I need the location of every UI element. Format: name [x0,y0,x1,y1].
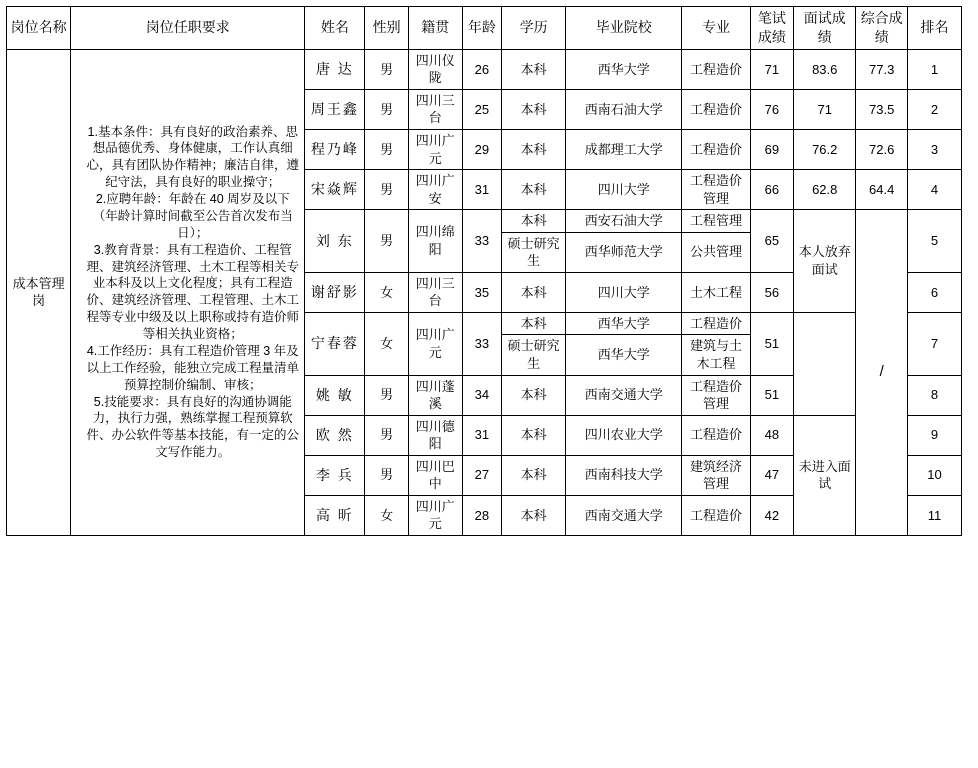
header-requirements-label: 岗位任职要求 [145,19,230,36]
cell-school: 西南石油大学 [566,89,682,129]
cell-name: 高 昕 [305,495,365,535]
cell-written-score: 76 [750,89,794,129]
cell-hometown: 四川仪陇 [408,49,462,89]
cell-total-score: 73.5 [856,89,908,129]
cell-name: 刘 东 [305,210,365,273]
header-hometown [408,7,462,50]
cell-written-score: 66 [750,170,794,210]
cell-education: 本科 [502,89,566,129]
cell-age: 26 [462,49,501,89]
cell-name: 欧 然 [305,415,365,455]
cell-name: 宋焱辉 [305,170,365,210]
cell-name: 唐 达 [305,49,365,89]
cell-school: 四川大学 [566,272,682,312]
cell-name: 谢舒影 [305,272,365,312]
cell-gender: 男 [365,49,409,89]
header-interview-score [794,7,856,50]
cell-hometown: 四川蓬溪 [408,375,462,415]
cell-gender: 男 [365,89,409,129]
cell-written-score: 42 [750,495,794,535]
cell-education: 本科 [502,49,566,89]
cell-hometown: 四川德阳 [408,415,462,455]
cell-rank: 1 [908,49,962,89]
header-gender [365,7,409,50]
cell-name: 周王鑫 [305,89,365,129]
cell-education: 本科 [502,495,566,535]
header-major-label: 专业 [701,19,730,36]
cell-hometown: 四川广元 [408,312,462,375]
cell-age: 33 [462,210,501,273]
cell-hometown: 四川巴中 [408,455,462,495]
header-age [462,7,501,50]
cell-major: 建筑经济管理 [682,455,750,495]
cell-age: 29 [462,129,501,169]
cell-education: 本科 [502,210,566,233]
requirement-item: 5.技能要求：具有良好的沟通协调能力，执行力强，熟练掌握工程预算软件、办公软件等基本技能，有一定的公文写作能力。 [86,394,300,460]
cell-gender: 女 [365,272,409,312]
header-name [305,7,365,50]
cell-name: 姚 敏 [305,375,365,415]
cell-name: 宁春蓉 [305,312,365,375]
cell-gender: 男 [365,415,409,455]
header-written-score [750,7,794,50]
header-total-score-label: 综合成绩 [860,10,903,45]
header-rank [908,7,962,50]
cell-age: 33 [462,312,501,375]
cell-education: 本科 [502,455,566,495]
cell-age: 27 [462,455,501,495]
cell-education: 本科 [502,170,566,210]
cell-rank: 3 [908,129,962,169]
cell-interview-score: 71 [794,89,856,129]
cell-education: 本科 [502,375,566,415]
cell-age: 25 [462,89,501,129]
header-rank-label: 排名 [920,19,949,36]
cell-hometown: 四川三台 [408,89,462,129]
cell-gender: 男 [365,375,409,415]
cell-rank: 8 [908,375,962,415]
header-school-label: 毕业院校 [595,19,652,36]
cell-written-score: 56 [750,272,794,312]
cell-school: 西华大学 [566,335,682,375]
cell-written-score: 65 [750,210,794,273]
cell-total-score: 77.3 [856,49,908,89]
cell-major: 工程管理 [682,210,750,233]
cell-rank: 11 [908,495,962,535]
header-education [502,7,566,50]
cell-post-name: 成本管理岗 [7,49,71,535]
cell-school: 成都理工大学 [566,129,682,169]
table-row [7,49,962,89]
header-total-score [856,7,908,50]
header-education-label: 学历 [519,19,548,36]
cell-gender: 女 [365,312,409,375]
results-sheet [6,6,966,536]
cell-education: 本科 [502,415,566,455]
cell-education: 本科 [502,312,566,335]
cell-age: 31 [462,415,501,455]
cell-interview-score: 未进入面试 [794,415,856,535]
applicant-results-table [6,6,962,536]
cell-school: 西南交通大学 [566,495,682,535]
cell-age: 31 [462,170,501,210]
cell-gender: 男 [365,170,409,210]
table-header-row [7,7,962,50]
cell-name: 李 兵 [305,455,365,495]
cell-interview-score: 本人放弃面试 [794,210,856,313]
cell-rank: 9 [908,415,962,455]
cell-school: 西华大学 [566,49,682,89]
cell-written-score: 51 [750,375,794,415]
cell-hometown: 四川广安 [408,170,462,210]
cell-rank: 4 [908,170,962,210]
cell-interview-score: 76.2 [794,129,856,169]
cell-interview-score [794,312,856,415]
cell-gender: 男 [365,129,409,169]
cell-major: 工程造价 [682,312,750,335]
cell-written-score: 47 [750,455,794,495]
cell-name: 程乃峰 [305,129,365,169]
cell-requirements [71,49,305,535]
cell-gender: 男 [365,210,409,273]
cell-education: 硕士研究生 [502,232,566,272]
header-age-label: 年龄 [467,19,496,36]
cell-school: 西南交通大学 [566,375,682,415]
cell-rank: 2 [908,89,962,129]
header-post-name [7,7,71,50]
cell-education: 硕士研究生 [502,335,566,375]
cell-major: 工程造价 [682,129,750,169]
header-major [682,7,750,50]
cell-written-score: 51 [750,312,794,375]
cell-major: 工程造价管理 [682,170,750,210]
cell-school: 西华师范大学 [566,232,682,272]
cell-education: 本科 [502,129,566,169]
cell-total-score: 72.6 [856,129,908,169]
cell-interview-score: 62.8 [794,170,856,210]
cell-hometown: 四川绵阳 [408,210,462,273]
requirement-item: 3.教育背景：具有工程造价、工程管理、建筑经济管理、土木工程等相关专业本科及以上文化程度；具有工程造价、建筑经济管理、工程管理、土木工程等专业中级及以上职称或持有造价师等相关执业资格； [86,242,300,342]
cell-major: 建筑与土木工程 [682,335,750,375]
header-name-label: 姓名 [320,19,349,36]
requirement-item: 4.工作经历：具有工程造价管理 3 年及以上工作经验，能独立完成工程量清单预算控制价编制、审核； [86,343,300,392]
cell-school: 四川大学 [566,170,682,210]
cell-rank: 6 [908,272,962,312]
cell-total-score: 64.4 [856,170,908,210]
cell-total-score: / [856,210,908,536]
cell-written-score: 48 [750,415,794,455]
header-interview-score-label: 面试成绩 [803,10,846,45]
cell-major: 土木工程 [682,272,750,312]
cell-age: 35 [462,272,501,312]
cell-written-score: 69 [750,129,794,169]
cell-gender: 女 [365,495,409,535]
cell-rank: 10 [908,455,962,495]
header-written-score-label: 笔试成绩 [757,10,786,45]
requirement-item: 1.基本条件：具有良好的政治素养、思想品德优秀、身体健康，工作认真细心，具有团队协作精神；廉洁自律，遵纪守法，具有良好的职业操守； [86,124,300,190]
header-school [566,7,682,50]
header-gender-label: 性别 [372,19,401,36]
cell-major: 工程造价 [682,415,750,455]
cell-major: 工程造价 [682,495,750,535]
cell-major: 工程造价 [682,89,750,129]
cell-interview-score: 83.6 [794,49,856,89]
header-requirements [71,7,305,50]
cell-hometown: 四川广元 [408,495,462,535]
cell-education: 本科 [502,272,566,312]
cell-school: 西南科技大学 [566,455,682,495]
cell-major: 工程造价 [682,49,750,89]
cell-gender: 男 [365,455,409,495]
cell-age: 34 [462,375,501,415]
cell-hometown: 四川广元 [408,129,462,169]
cell-school: 四川农业大学 [566,415,682,455]
cell-school: 西安石油大学 [566,210,682,233]
cell-written-score: 71 [750,49,794,89]
cell-major: 工程造价管理 [682,375,750,415]
cell-rank: 7 [908,312,962,375]
cell-rank: 5 [908,210,962,273]
cell-age: 28 [462,495,501,535]
cell-major: 公共管理 [682,232,750,272]
header-hometown-label: 籍贯 [421,19,450,36]
cell-hometown: 四川三台 [408,272,462,312]
cell-school: 西华大学 [566,312,682,335]
header-post-name-label: 岗位名称 [10,19,67,36]
requirement-item: 2.应聘年龄：年龄在 40 周岁及以下（年龄计算时间截至公告首次发布当日）； [92,192,293,240]
